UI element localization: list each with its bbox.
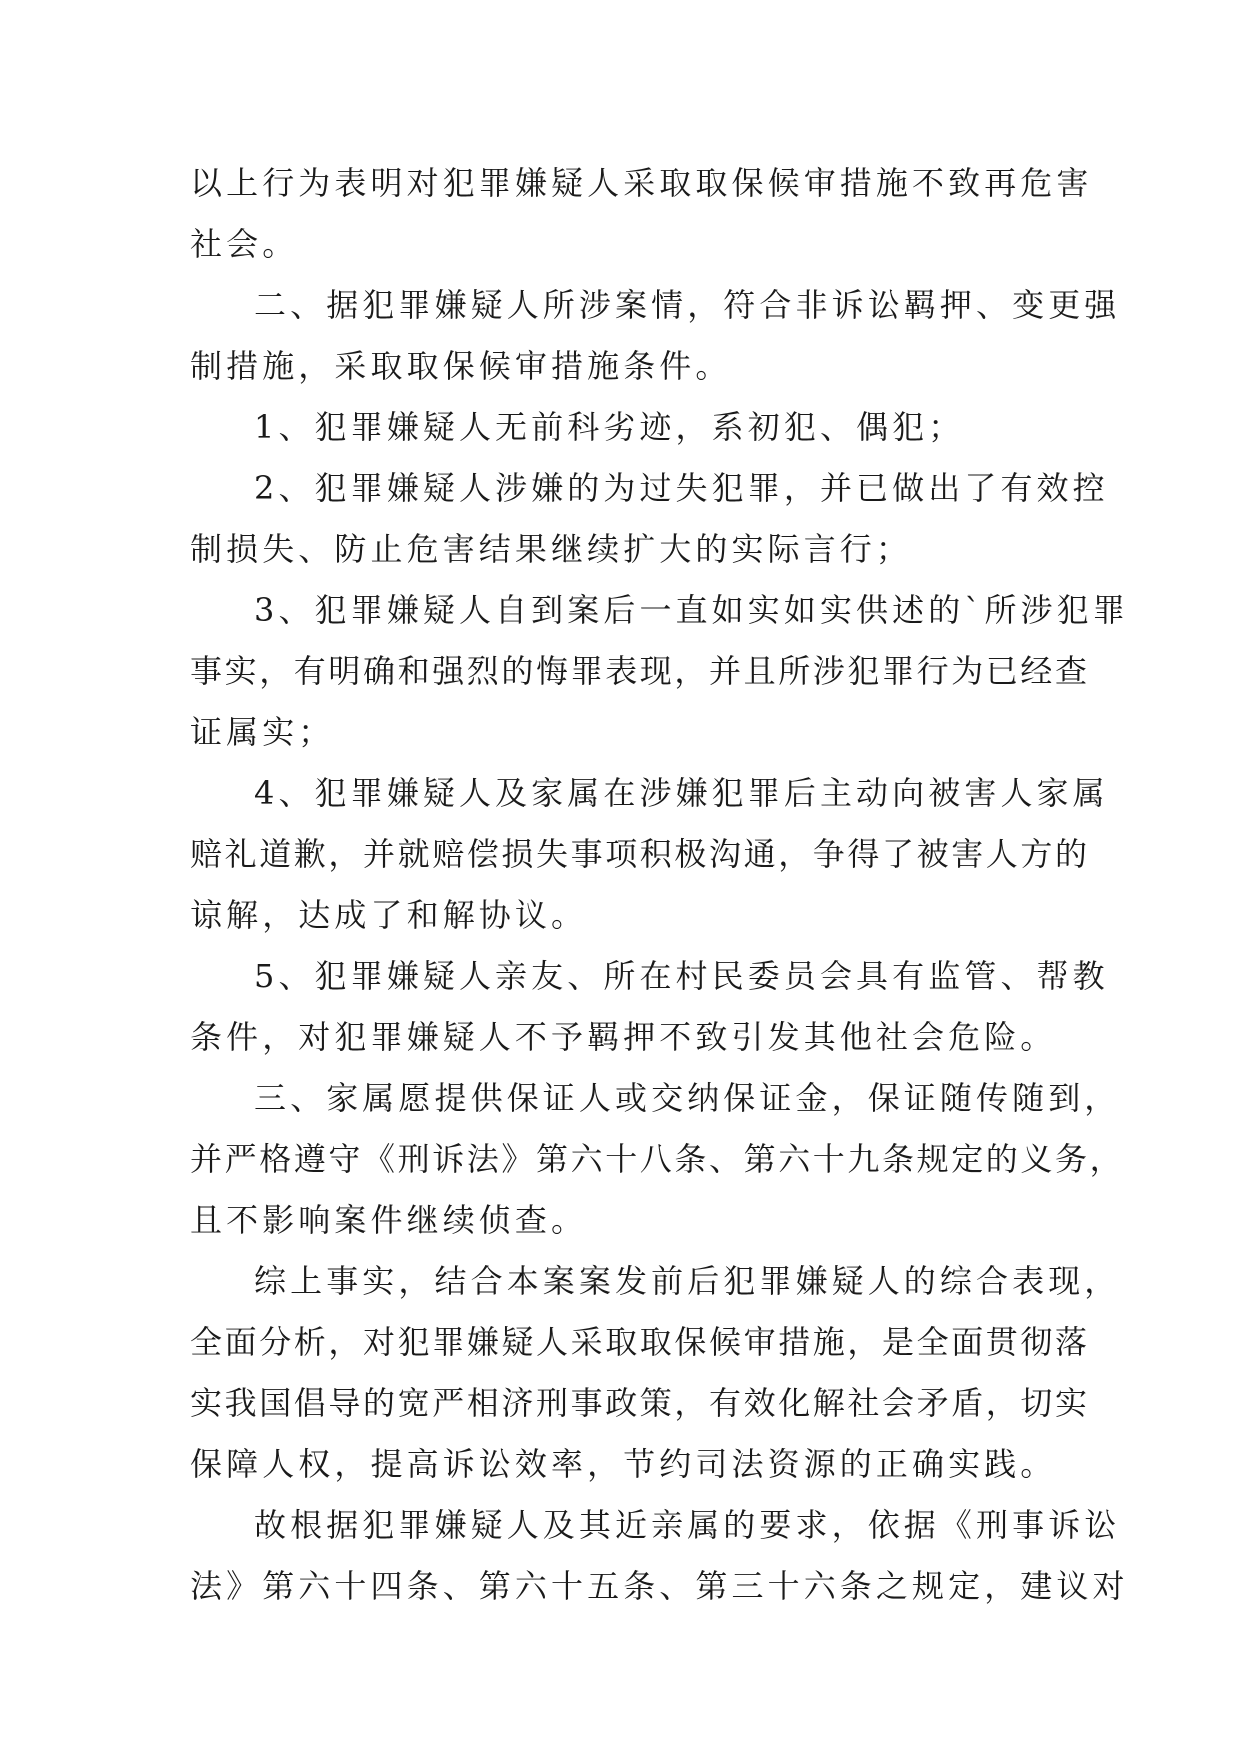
text-line: 社会。 bbox=[190, 225, 299, 263]
text-line: 证属实； bbox=[190, 713, 335, 751]
section-heading: 二、据犯罪嫌疑人所涉案情，符合非诉讼羁押、变更强 bbox=[254, 286, 1121, 324]
text-line: 全面分析，对犯罪嫌疑人采取取保候审措施，是全面贯彻落 bbox=[190, 1323, 1090, 1361]
text-line: 事实，有明确和强烈的悔罪表现，并且所涉犯罪行为已经查 bbox=[190, 652, 1090, 690]
text-line: 法》第六十四条、第六十五条、第三十六条之规定，建议对 bbox=[190, 1567, 1129, 1605]
text-line: 保障人权，提高诉讼效率，节约司法资源的正确实践。 bbox=[190, 1445, 1057, 1483]
list-item: 1、犯罪嫌疑人无前科劣迹，系初犯、偶犯； bbox=[254, 408, 965, 446]
text-line: 且不影响案件继续侦查。 bbox=[190, 1201, 588, 1239]
text-line: 以上行为表明对犯罪嫌疑人采取取保候审措施不致再危害 bbox=[190, 164, 1093, 202]
section-heading: 三、家属愿提供保证人或交纳保证金，保证随传随到， bbox=[254, 1079, 1121, 1117]
paragraph-start: 综上事实，结合本案案发前后犯罪嫌疑人的综合表现， bbox=[254, 1262, 1121, 1300]
document-body bbox=[190, 153, 1129, 1617]
text-line: 并严格遵守《刑诉法》第六十八条、第六十九条规定的义务， bbox=[190, 1140, 1125, 1178]
paragraph-start: 故根据犯罪嫌疑人及其近亲属的要求，依据《刑事诉讼 bbox=[254, 1506, 1121, 1544]
list-item: 5、犯罪嫌疑人亲友、所在村民委员会具有监管、帮教 bbox=[254, 957, 1109, 995]
text-line: 谅解，达成了和解协议。 bbox=[190, 896, 588, 934]
text-line: 实我国倡导的宽严相济刑事政策，有效化解社会矛盾，切实 bbox=[190, 1384, 1090, 1422]
text-line: 制损失、防止危害结果继续扩大的实际言行； bbox=[190, 530, 913, 568]
list-item: 4、犯罪嫌疑人及家属在涉嫌犯罪后主动向被害人家属 bbox=[254, 774, 1109, 812]
text-line: 制措施，采取取保候审措施条件。 bbox=[190, 347, 732, 385]
text-line: 赔礼道歉，并就赔偿损失事项积极沟通，争得了被害人方的 bbox=[190, 835, 1090, 873]
text-line: 条件，对犯罪嫌疑人不予羁押不致引发其他社会危险。 bbox=[190, 1018, 1057, 1056]
list-item: 2、犯罪嫌疑人涉嫌的为过失犯罪，并已做出了有效控 bbox=[254, 469, 1109, 507]
list-item: 3、犯罪嫌疑人自到案后一直如实如实供述的`所涉犯罪 bbox=[254, 591, 1129, 629]
